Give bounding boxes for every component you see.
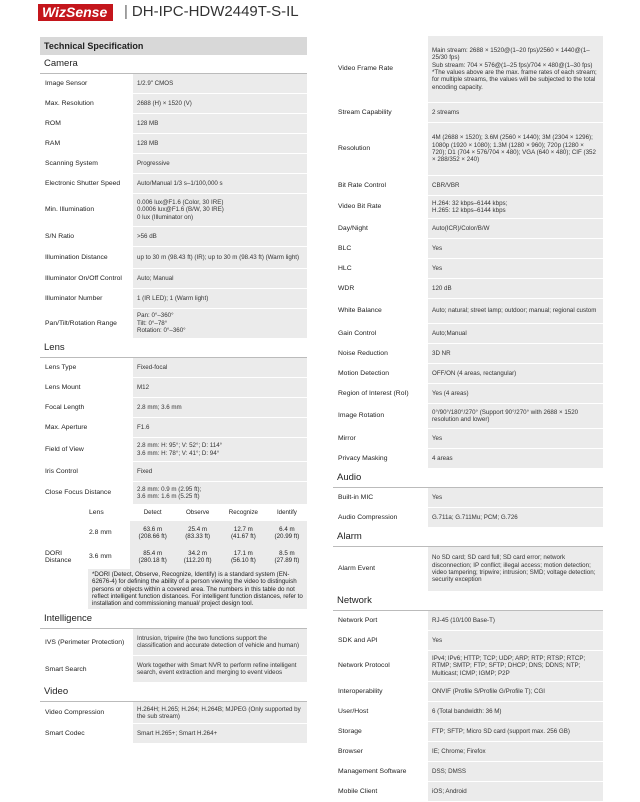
spec-row-browser <box>333 742 603 762</box>
spec-row-hlc <box>333 259 603 279</box>
spec-label: Image Sensor <box>45 79 88 87</box>
page-header <box>0 0 640 24</box>
spec-value: 2.8 mm: H: 95°; V: 52°; D: 114° 3.6 mm: H: 78°; V: 41°; D: 94° <box>137 442 223 457</box>
spec-value: FTP; SFTP; Micro SD card (support max. 256 GB) <box>432 727 570 735</box>
spec-value: RJ-45 (10/100 Base-T) <box>432 616 495 624</box>
spec-label: Network Protocol <box>338 662 390 670</box>
spec-label: Min. Illumination <box>45 206 95 214</box>
spec-value: Main stream: 2688 × 1520@(1–20 fps)/2560 × 1440@(1–25/30 fps) Sub stream: 704 × 576@(1–25 fps)/704 × 480@(1–30 fps) *The values above are the max. frame rates of each stream; for multiple streams, the values will be subjected to the total encoding capacity. <box>432 46 597 91</box>
spec-label: Field of View <box>45 445 84 453</box>
dori-header: Recognize <box>228 509 259 517</box>
spec-value: 2688 (H) × 1520 (V) <box>137 99 192 107</box>
spec-label: Gain Control <box>338 329 377 337</box>
spec-label: Max. Aperture <box>45 423 88 431</box>
spec-row-blc <box>333 239 603 259</box>
spec-value: H.264H; H.265; H.264; H.264B; MJPEG (Only supported by the sub stream) <box>137 705 301 720</box>
spec-label: Mirror <box>338 434 356 442</box>
spec-row-close-focus-distance <box>40 482 307 505</box>
spec-value: 3D NR <box>432 349 451 357</box>
spec-value: 1 (IR LED); 1 (Warm light) <box>137 294 209 302</box>
spec-value: Yes <box>432 244 443 252</box>
spec-label: Lens Type <box>45 363 77 371</box>
dori-cell: 6.4 m (20.99 ft) <box>267 521 307 545</box>
spec-value: 2.8 mm: 0.9 m (2.95 ft); 3.6 mm: 1.6 m (5.25 ft) <box>137 485 202 500</box>
spec-row-privacy-masking <box>333 449 603 469</box>
spec-label: Built-in MIC <box>338 493 374 501</box>
section-title-audio: Audio <box>333 469 603 488</box>
spec-label: Alarm Event <box>338 565 376 573</box>
spec-row-wdr <box>333 279 603 299</box>
spec-value: ONVIF (Profile S/Profile G/Profile T); CGI <box>432 687 546 695</box>
spec-value: Yes <box>432 636 443 644</box>
spec-row-built-in-mic <box>333 488 603 508</box>
spec-row-management-software <box>333 762 603 782</box>
spec-label: WDR <box>338 284 355 292</box>
spec-row-image-rotation <box>333 404 603 429</box>
spec-value: Pan: 0°–360° Tilt: 0°–78° Rotation: 0°–360° <box>137 312 186 335</box>
spec-label: Illuminator On/Off Control <box>45 274 122 282</box>
spec-label: HLC <box>338 264 352 272</box>
spec-value: iOS; Android <box>432 787 467 795</box>
spec-label: Close Focus Distance <box>45 489 112 497</box>
brand-sense: Sense <box>65 4 108 20</box>
spec-title: Technical Specification <box>40 37 307 55</box>
spec-value: IE; Chrome; Firefox <box>432 747 486 755</box>
spec-row-illuminator-number <box>40 289 307 309</box>
dori-cell: 34.2 m (112.20 ft) <box>175 545 220 569</box>
spec-value: H.264: 32 kbps–6144 kbps; H.265: 12 kbps–6144 kbps <box>432 199 508 214</box>
dori-row <box>88 521 307 545</box>
spec-row-mobile-client <box>333 782 603 802</box>
spec-value: Progressive <box>137 159 170 167</box>
spec-row-storage <box>333 722 603 742</box>
spec-row-user-host <box>333 702 603 722</box>
spec-label: RAM <box>45 139 61 147</box>
dori-cell: 8.5 m (27.89 ft) <box>267 545 307 569</box>
spec-row-illumination-distance <box>40 247 307 269</box>
dori-row <box>88 545 307 569</box>
spec-row-iris-control <box>40 462 307 482</box>
spec-value: Intrusion, tripwire (the two functions support the classification and accurate detection of vehicle and human) <box>137 635 300 650</box>
spec-label: Video Bit Rate <box>338 203 382 211</box>
spec-row-white-balance <box>333 299 603 324</box>
spec-value: up to 30 m (98.43 ft) (IR); up to 30 m (98.43 ft) (Warm light) <box>137 253 300 261</box>
spec-row-ram <box>40 134 307 154</box>
spec-row-network-protocol <box>333 651 603 682</box>
spec-label: Browser <box>338 747 363 755</box>
dori-table <box>88 505 307 569</box>
spec-value: Auto; Manual <box>137 274 174 282</box>
dori-cell: 12.7 m (41.67 ft) <box>220 521 267 545</box>
spec-label: Network Port <box>338 616 378 624</box>
spec-value: Yes <box>432 264 443 272</box>
spec-label: BLC <box>338 244 352 252</box>
spec-value: CBR/VBR <box>432 181 460 189</box>
spec-row-region-of-interest-roi <box>333 384 603 404</box>
section-title-intelligence: Intelligence <box>40 610 307 629</box>
spec-label: Resolution <box>338 145 371 153</box>
spec-label: Noise Reduction <box>338 349 388 357</box>
spec-row-image-sensor <box>40 74 307 94</box>
spec-label: Scanning System <box>45 159 98 167</box>
spec-label: Day/Night <box>338 224 368 232</box>
spec-row-noise-reduction <box>333 344 603 364</box>
spec-value: Yes <box>432 434 443 442</box>
dori-header: Detect <box>143 509 162 517</box>
spec-row-alarm-event <box>333 547 603 592</box>
spec-row-resolution <box>333 123 603 176</box>
spec-label: Electronic Shutter Speed <box>45 179 121 187</box>
spec-value: Work together with Smart NVR to perform refine intelligent search, event extraction and merging to event videos <box>137 662 297 677</box>
dori-label: DORI Distance <box>45 549 72 565</box>
dori-header: Observe <box>185 509 210 517</box>
spec-row-mirror <box>333 429 603 449</box>
spec-label: Motion Detection <box>338 369 390 377</box>
spec-value: DSS; DMSS <box>432 767 467 775</box>
spec-label: Smart Search <box>45 665 87 673</box>
spec-value: 2 streams <box>432 108 460 116</box>
spec-value: >56 dB <box>137 232 157 240</box>
section-title-video: Video <box>40 683 307 702</box>
spec-row-smart-codec <box>40 724 307 744</box>
spec-label: Lens Mount <box>45 383 81 391</box>
spec-value: Auto; natural; street lamp; outdoor; manual; regional custom <box>432 307 597 315</box>
spec-row-gain-control <box>333 324 603 344</box>
spec-value: Fixed-focal <box>137 363 168 371</box>
spec-row-focal-length <box>40 398 307 418</box>
spec-row-motion-detection <box>333 364 603 384</box>
spec-value: 120 dB <box>432 284 452 292</box>
spec-value: 2.8 mm; 3.6 mm <box>137 403 182 411</box>
spec-label: Privacy Masking <box>338 454 388 462</box>
section-title-network: Network <box>333 592 603 611</box>
dori-distance <box>40 505 307 610</box>
spec-label: Region of Interest (RoI) <box>338 389 409 397</box>
spec-row-field-of-view <box>40 438 307 462</box>
spec-row-network-port <box>333 611 603 631</box>
spec-value: 1/2.9" CMOS <box>137 79 174 87</box>
dori-lens: 3.6 mm <box>89 553 112 561</box>
spec-label: Audio Compression <box>338 513 398 521</box>
spec-value: Auto(ICR)/Color/B/W <box>432 224 490 232</box>
spec-row-video-compression <box>40 702 307 724</box>
spec-row-stream-capability <box>333 103 603 123</box>
spec-row-rom <box>40 114 307 134</box>
spec-row-video-bit-rate <box>333 196 603 219</box>
spec-label: IVS (Perimeter Protection) <box>45 638 125 646</box>
spec-value: M12 <box>137 383 150 391</box>
spec-value: 0°/90°/180°/270° (Support 90°/270° with 2688 × 1520 resolution and lower) <box>432 408 579 423</box>
spec-row-sdk-and-api <box>333 631 603 651</box>
dori-note: *DORI (Detect, Observe, Recognize, Identify) is a standard system (EN-62676-4) for defining the ability of a person viewing the video to distinguish persons or objects within a covered area. The numbers in this table do not reflect intelligent function distances. For intelligent function distances, refer to installation and commissioning manual/ project design tool. <box>88 569 307 609</box>
section-title-lens: Lens <box>40 339 307 358</box>
spec-label: Mobile Client <box>338 787 378 795</box>
spec-label: Image Rotation <box>338 412 385 420</box>
left-column <box>40 36 307 744</box>
spec-label: ROM <box>45 119 61 127</box>
spec-row-audio-compression <box>333 508 603 528</box>
brand-logo <box>38 4 113 21</box>
spec-label: Interoperability <box>338 687 383 695</box>
spec-row-s-n-ratio <box>40 227 307 247</box>
spec-row-scanning-system <box>40 154 307 174</box>
spec-value: Yes <box>432 493 443 501</box>
spec-row-max-resolution <box>40 94 307 114</box>
model-title: | DH-IPC-HDW2449T-S-IL <box>124 3 299 20</box>
spec-row-max-aperture <box>40 418 307 438</box>
spec-label: White Balance <box>338 307 382 315</box>
spec-label: Video Compression <box>45 709 105 717</box>
spec-value: Yes (4 areas) <box>432 389 469 397</box>
spec-value: Auto/Manual 1/3 s–1/100,000 s <box>137 179 223 187</box>
spec-row-ivs-perimeter-protection <box>40 629 307 656</box>
spec-row-electronic-shutter-speed <box>40 174 307 194</box>
spec-value: 128 MB <box>137 139 159 147</box>
spec-row-min-illumination <box>40 194 307 227</box>
spec-row-day-night <box>333 219 603 239</box>
dori-lens: 2.8 mm <box>89 529 112 537</box>
spec-value: Fixed <box>137 467 153 475</box>
spec-value: 4M (2688 × 1520); 3.6M (2560 × 1440); 3M (2304 × 1296); 1080p (1920 × 1080); 1.3M (1280 × 960); 720p (1280 × 720); D1 (704 × 576/704 × 480); VGA (640 × 480); CIF (352 × 288/352 × 240) <box>432 134 596 164</box>
spec-label: Stream Capability <box>338 108 392 116</box>
spec-row-illuminator-on-off-control <box>40 269 307 289</box>
section-title-alarm: Alarm <box>333 528 603 547</box>
spec-value: 4 areas <box>432 454 453 462</box>
dori-cell: 17.1 m (56.10 ft) <box>220 545 267 569</box>
spec-value: G.711a; G.711Mu; PCM; G.726 <box>432 513 518 521</box>
spec-value: IPv4; IPv6; HTTP; TCP; UDP; ARP; RTP; RTSP; RTCP; RTMP; SMTP; FTP; SFTP; DHCP; DNS; DDNS; NTP; Multicast; ICMP; IGMP; P2P <box>432 654 586 677</box>
dori-header: Lens <box>89 509 104 517</box>
spec-row-pan-tilt-rotation-range <box>40 309 307 339</box>
spec-label: Video Frame Rate <box>338 65 394 73</box>
spec-row-bit-rate-control <box>333 176 603 196</box>
spec-label: Max. Resolution <box>45 99 94 107</box>
spec-label: Management Software <box>338 767 407 775</box>
right-column <box>333 36 603 802</box>
spec-label: S/N Ratio <box>45 232 75 240</box>
section-title-camera: Camera <box>40 55 307 74</box>
spec-row-smart-search <box>40 656 307 683</box>
dori-header: Identify <box>276 509 297 517</box>
spec-value: 128 MB <box>137 119 159 127</box>
spec-label: Iris Control <box>45 467 78 475</box>
spec-label: Smart Codec <box>45 730 85 738</box>
spec-value: F1.6 <box>137 423 150 431</box>
spec-label: Focal Length <box>45 403 85 411</box>
spec-label: Illumination Distance <box>45 253 108 261</box>
spec-label: Bit Rate Control <box>338 181 386 189</box>
dori-cell: 63.6 m (208.66 ft) <box>130 521 175 545</box>
model-name: DH-IPC-HDW2449T-S-IL <box>131 3 299 20</box>
spec-value: OFF/ON (4 areas, rectangular) <box>432 369 517 377</box>
spec-value: Auto;Manual <box>432 329 467 337</box>
spec-label: SDK and API <box>338 636 378 644</box>
dori-cell: 85.4 m (280.18 ft) <box>130 545 175 569</box>
spec-row-lens-mount <box>40 378 307 398</box>
spec-label: Illuminator Number <box>45 294 103 302</box>
spec-row-interoperability <box>333 682 603 702</box>
dori-cell: 25.4 m (83.33 ft) <box>175 521 220 545</box>
spec-label: Pan/Tilt/Rotation Range <box>45 319 117 327</box>
spec-label: User/Host <box>338 707 369 715</box>
spec-value: No SD card; SD card full; SD card error; network disconnection; IP conflict; illegal access; motion detection; video tampering; tripwire; intrusion; SMD; voltage detection; security exception <box>432 554 596 584</box>
brand-wiz: Wiz <box>42 4 66 20</box>
spec-row-video-frame-rate <box>333 36 603 103</box>
spec-value: 6 (Total bandwidth: 36 M) <box>432 707 502 715</box>
spec-row-lens-type <box>40 358 307 378</box>
spec-value: 0.006 lux@F1.6 (Color, 30 IRE) 0.0006 lux@F1.6 (B/W, 30 IRE) 0 lux (Illuminator on) <box>137 198 224 221</box>
spec-label: Storage <box>338 727 362 735</box>
spec-value: Smart H.265+; Smart H.264+ <box>137 730 218 738</box>
